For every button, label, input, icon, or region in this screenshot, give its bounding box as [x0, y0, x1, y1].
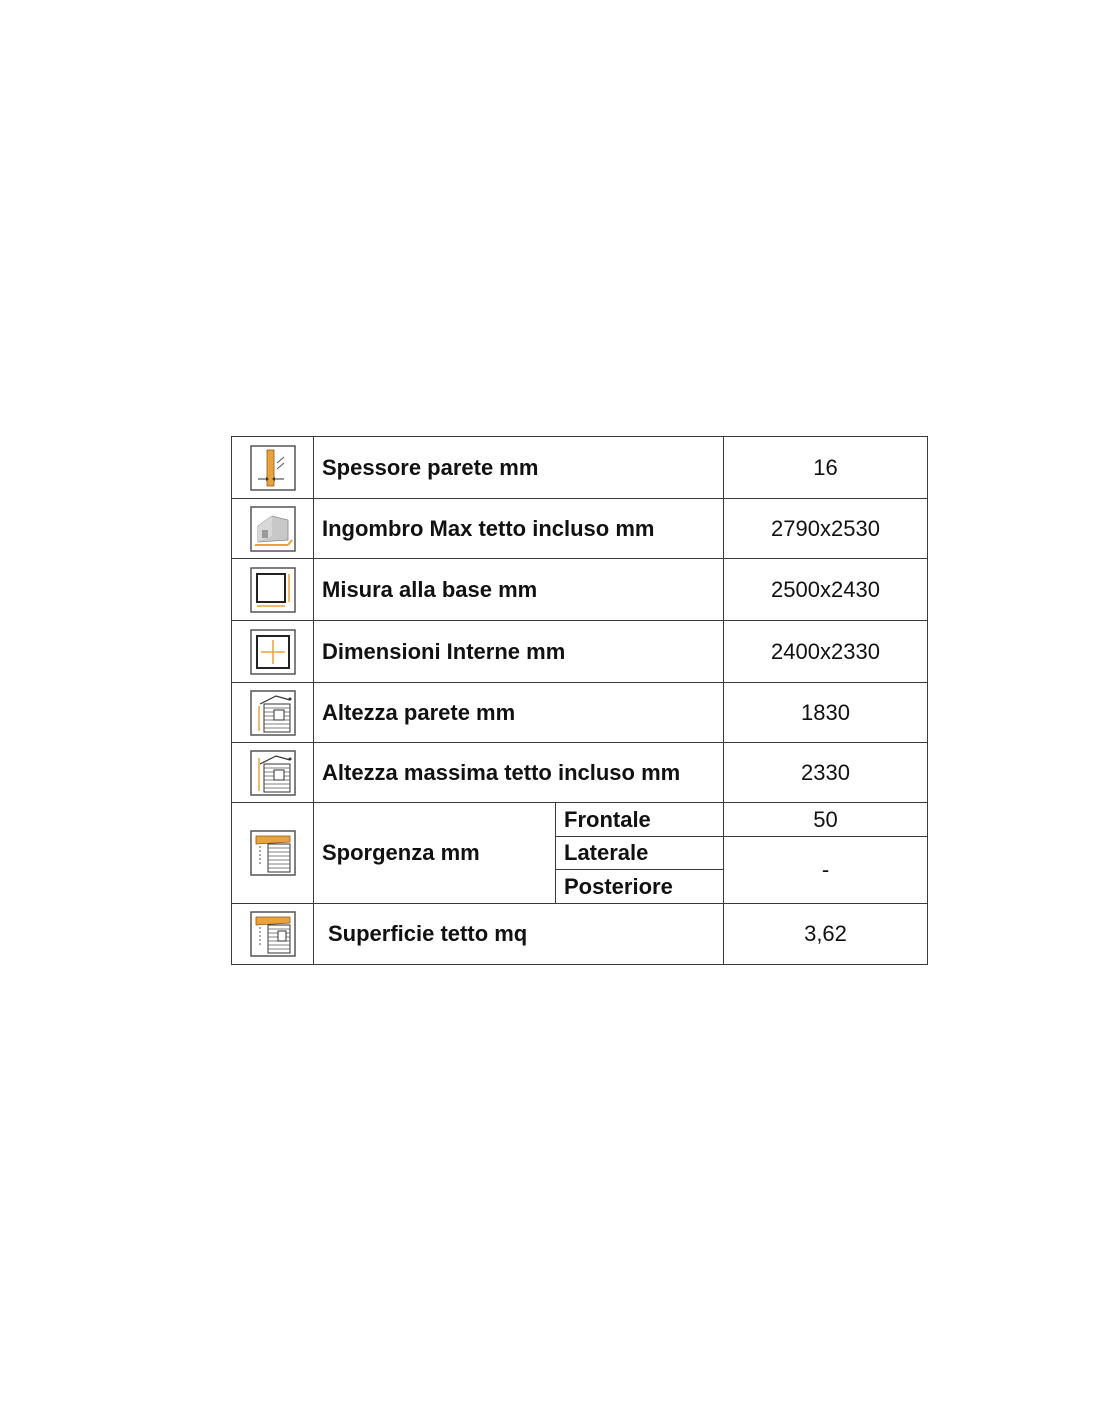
wall-thickness-icon [250, 445, 296, 491]
max-roof-height-icon [250, 750, 296, 796]
row-label: Altezza parete mm [314, 683, 724, 743]
overhang-sub-posteriore: Posteriore [556, 870, 724, 904]
overhang-value-frontale: 50 [724, 803, 928, 837]
row-label: Dimensioni Interne mm [314, 621, 724, 683]
row-value: 2500x2430 [724, 559, 928, 621]
spec-row-overhang-frontale [232, 803, 928, 837]
row-label: Altezza massima tetto incluso mm [314, 743, 724, 803]
spec-row-roof-area [232, 904, 928, 965]
wall-height-icon [250, 690, 296, 736]
roof-area-icon [250, 911, 296, 957]
row-value: 2790x2530 [724, 499, 928, 559]
base-size-icon [250, 567, 296, 613]
row-label: Ingombro Max tetto incluso mm [314, 499, 724, 559]
spec-row-wall-thickness [232, 437, 928, 499]
spec-row-internal-dimensions [232, 621, 928, 683]
row-value: 16 [724, 437, 928, 499]
spec-row-max-footprint [232, 499, 928, 559]
max-footprint-icon [250, 506, 296, 552]
row-value: 2400x2330 [724, 621, 928, 683]
spec-table [231, 436, 928, 965]
roof-area-value: 3,62 [724, 904, 928, 965]
overhang-sub-laterale: Laterale [556, 837, 724, 870]
spec-row-wall-height [232, 683, 928, 743]
row-value: 2330 [724, 743, 928, 803]
row-label: Misura alla base mm [314, 559, 724, 621]
overhang-sub-frontale: Frontale [556, 803, 724, 837]
overhang-label: Sporgenza mm [314, 803, 556, 904]
row-label: Spessore parete mm [314, 437, 724, 499]
row-value: 1830 [724, 683, 928, 743]
roof-overhang-icon [250, 830, 296, 876]
internal-dimensions-icon [250, 629, 296, 675]
spec-row-max-roof-height [232, 743, 928, 803]
spec-row-base-size [232, 559, 928, 621]
overhang-value-laterale-posteriore: - [724, 837, 928, 904]
roof-area-label: Superficie tetto mq [314, 904, 724, 965]
